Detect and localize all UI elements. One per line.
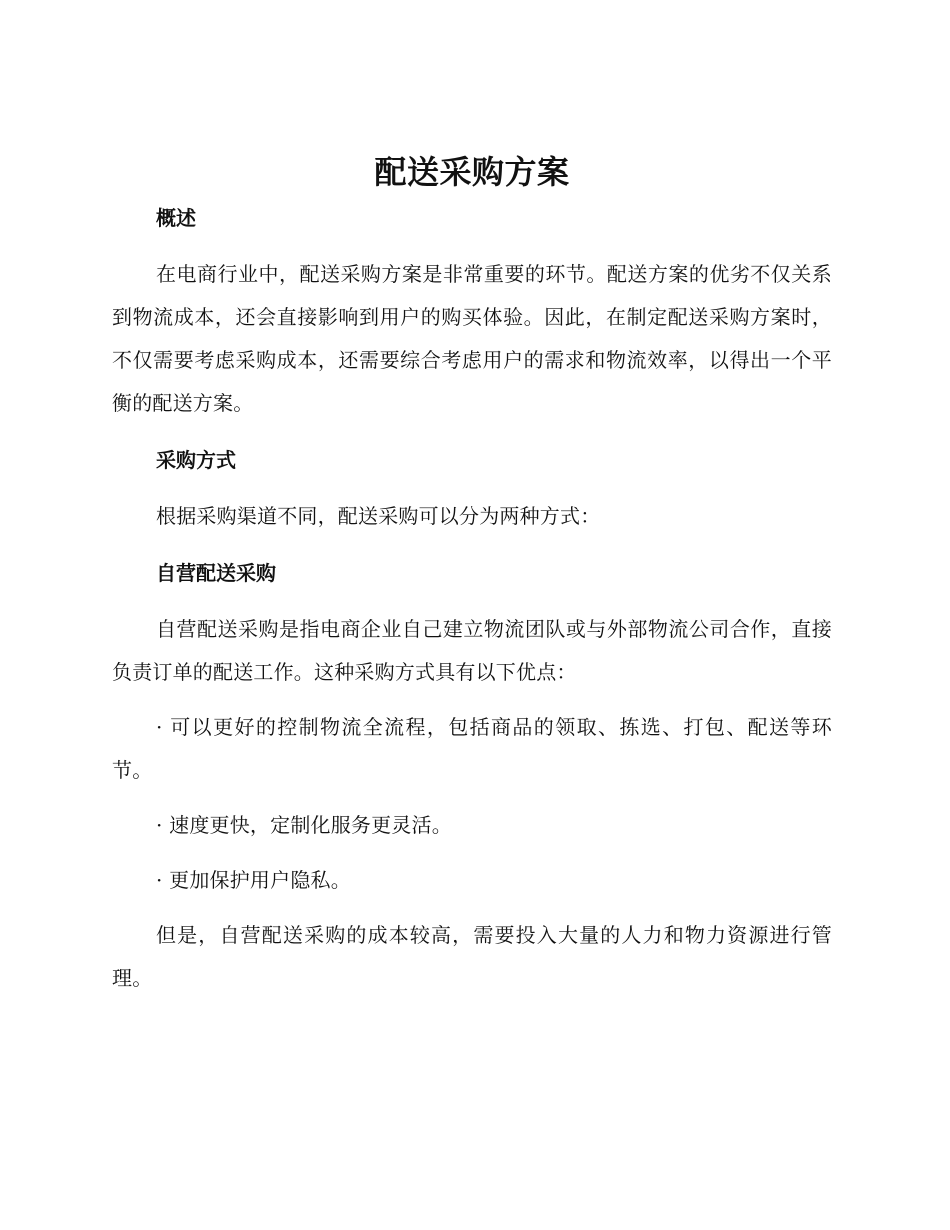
list-item: · 速度更快，定制化服务更灵活。 — [156, 813, 452, 837]
advantages-list — [112, 706, 832, 902]
paragraph-overview: 在电商行业中，配送采购方案是非常重要的环节。配送方案的优劣不仅关系到物流成本，还会直接影响到用户的购买体验。因此，在制定配送采购方案时，不仅需要考虑采购成本，还需要综合考虑用户的需求和物流效率，以得出一个平衡的配送方案。 — [112, 262, 832, 415]
section-heading-method: 采购方式 — [156, 448, 236, 472]
paragraph-method: 根据采购渠道不同，配送采购可以分为两种方式： — [156, 504, 601, 528]
paragraph-cost-note: 但是，自营配送采购的成本较高，需要投入大量的人力和物力资源进行管理。 — [112, 923, 832, 990]
document-body — [112, 148, 832, 1000]
list-item: · 更加保护用户隐私。 — [156, 868, 351, 892]
document-title: 配送采购方案 — [374, 153, 570, 191]
list-item: · 可以更好的控制物流全流程，包括商品的领取、拣选、打包、配送等环节。 — [112, 715, 832, 782]
section-heading-overview: 概述 — [156, 206, 196, 230]
section-heading-self-delivery: 自营配送采购 — [156, 561, 276, 585]
paragraph-self-delivery: 自营配送采购是指电商企业自己建立物流团队或与外部物流公司合作，直接负责订单的配送工作。这种采购方式具有以下优点： — [112, 617, 832, 684]
